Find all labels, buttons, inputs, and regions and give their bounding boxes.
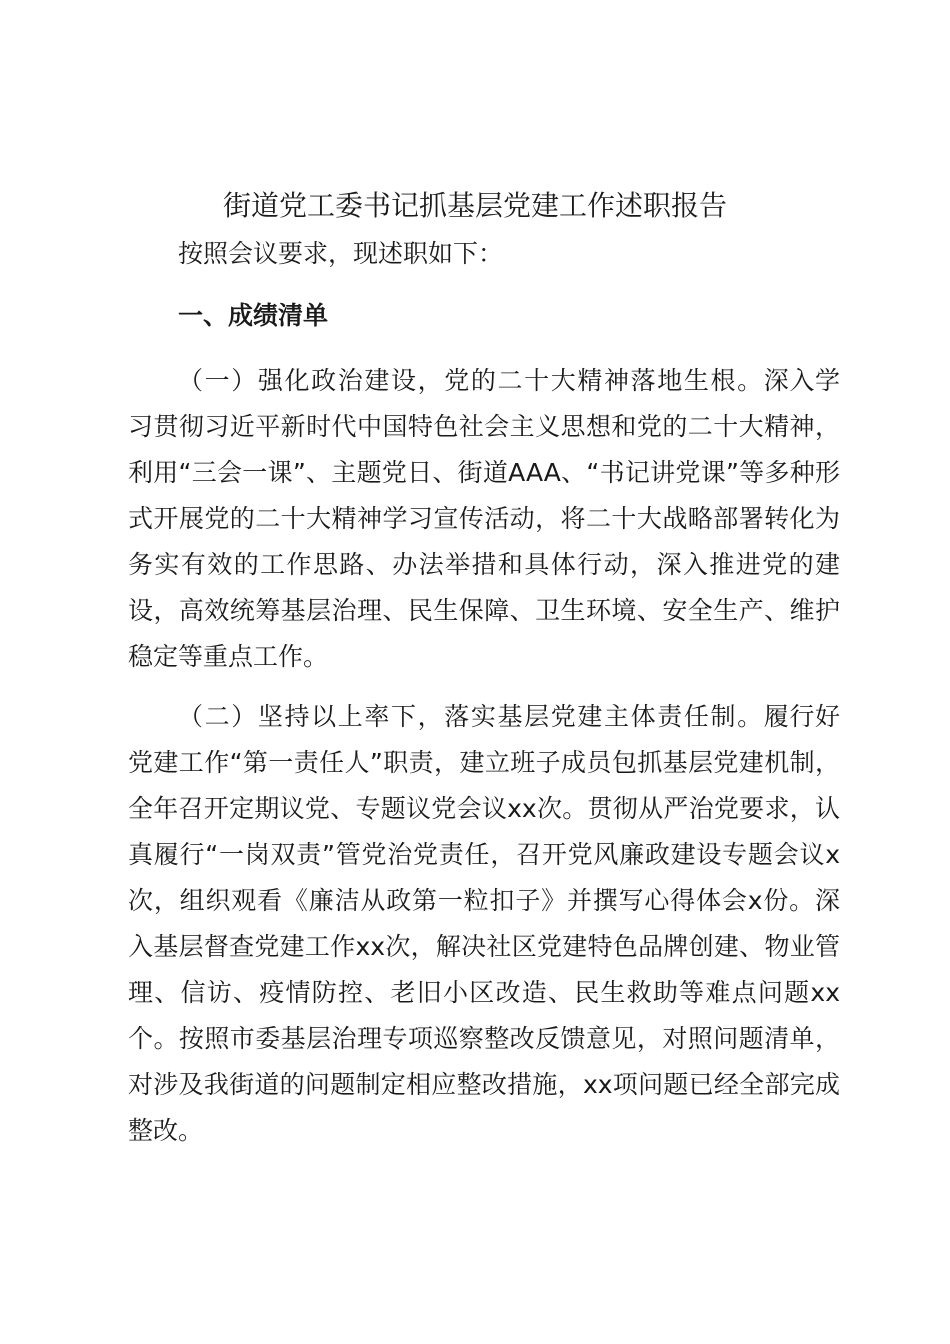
paragraph-body: 深入学习贯彻习近平新时代中国特色社会主义思想和党的二十大精神，利用“三会一课”、主题党日、街道AAA、“书记讲党课”等多种形式开展党的二十大精神学习宣传活动，将二十大战略部署转化为务实有效的工作思路、办法举措和具体行动，深入推进党的建设，高效统筹基层治理、民生保障、卫生环境、安全生产、维护稳定等重点工作。: [128, 366, 840, 671]
section-heading: 一、成绩清单: [178, 301, 329, 330]
paragraph: [128, 358, 840, 680]
paragraph-body: 履行好党建工作“第一责任人”职责，建立班子成员包抓基层党建机制，全年召开定期议党、专题议党会议xx次。贯彻从严治党要求，认真履行“一岗双责”管党治党责任，召开党风廉政建设专题会议x次，组织观看《廉洁从政第一粒扣子》并撰写心得体会x份。深入基层督查党建工作xx次，解决社区党建特色品牌创建、物业管理、信访、疫情防控、老旧小区改造、民生救助等难点问题xx个。按照市委基层治理专项巡察整改反馈意见，对照问题清单，对涉及我街道的问题制定相应整改措施，xx项问题已经全部完成整改。: [128, 702, 840, 1145]
paragraph-lead: （一）强化政治建设，党的二十大精神落地生根。: [178, 366, 764, 395]
document-title: 街道党工委书记抓基层党建工作述职报告: [222, 189, 727, 222]
intro-text: 按照会议要求，现述职如下：: [178, 239, 504, 268]
paragraph-lead: （二）坚持以上率下，落实基层党建主体责任制。: [178, 702, 764, 731]
paragraph: [128, 694, 840, 1154]
